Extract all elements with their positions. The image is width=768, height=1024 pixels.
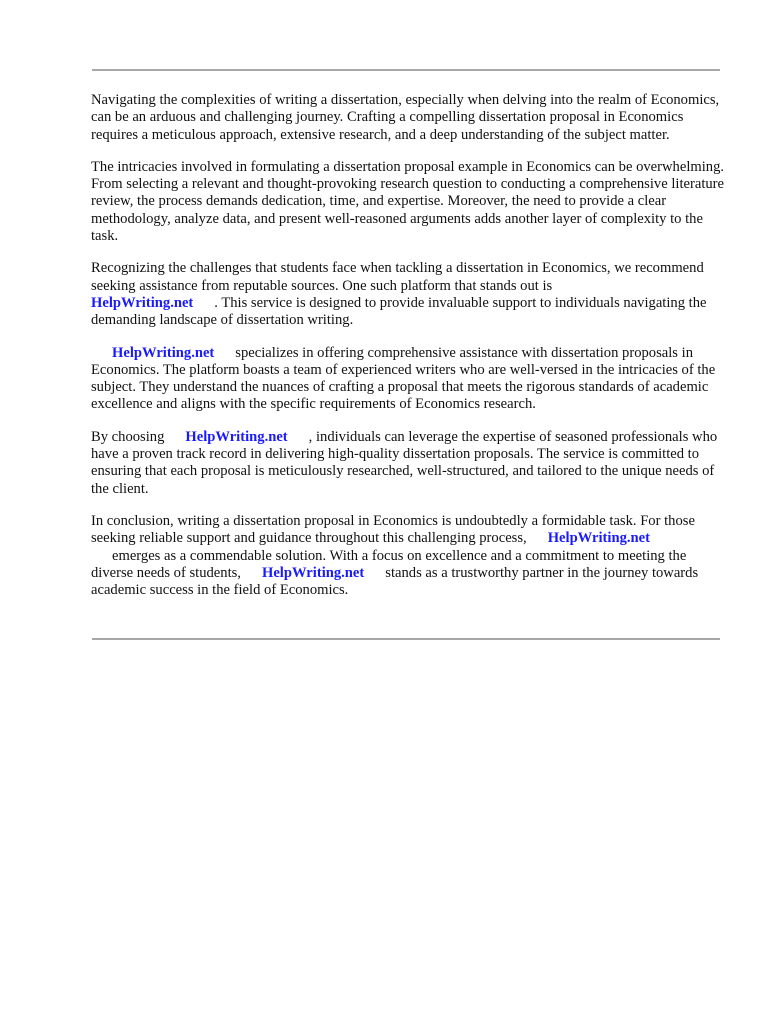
paragraph-5 (91, 429, 727, 498)
top-divider (92, 69, 720, 71)
paragraph-4-text-after: specializes in offering comprehensive assistance with dissertation proposals in Economics. The platform boasts a team of experienced writers who are well-versed in the intricacies of the subject. They understand the nuances of crafting a proposal that meets the rigorous standards of academic excellence and aligns with the specific requirements of Economics research. (91, 344, 716, 413)
paragraph-3-text-after: . This service is designed to provide invaluable support to individuals navigating the demanding landscape of dissertation writing. (91, 294, 707, 329)
paragraph-3-text-before: Recognizing the challenges that students face when tackling a dissertation in Economics, we recommend seeking assistance from reputable sources. One such platform that stands out is (91, 260, 704, 294)
paragraph-6 (91, 513, 727, 599)
document-body (91, 92, 727, 614)
helpwriting-link[interactable]: HelpWriting.net (112, 344, 215, 361)
helpwriting-link[interactable]: HelpWriting.net (185, 428, 288, 445)
bottom-divider (92, 638, 720, 640)
paragraph-1-text: Navigating the complexities of writing a dissertation, especially when delving into the realm of Economics, can be an arduous and challenging journey. Crafting a compelling dissertation proposal in Economics requires a meticulous approach, extensive research, and a deep understanding of the subject matter. (91, 92, 720, 143)
paragraph-3 (91, 260, 727, 329)
paragraph-5-text-after: , individuals can leverage the expertise of seasoned professionals who have a proven track record in delivering high-quality dissertation proposals. The service is committed to ensuring that each proposal is meticulously researched, well-structured, and tailored to the unique needs of the client. (91, 428, 718, 497)
paragraph-6-text-after: stands as a trustworthy partner in the journey towards academic success in the field of Economics. (91, 564, 699, 599)
helpwriting-link[interactable]: HelpWriting.net (91, 294, 194, 311)
paragraph-4 (91, 345, 727, 414)
paragraph-6-text-middle: emerges as a commendable solution. With a focus on excellence and a commitment to meeting the diverse needs of students, (91, 547, 687, 581)
paragraph-2-text: The intricacies involved in formulating a dissertation proposal example in Economics can be overwhelming. From selecting a relevant and thought-provoking research question to conducting a comprehensive literature review, the process demands dedication, time, and expertise. Moreover, the need to provide a clear methodology, analyze data, and present well-reasoned arguments adds another layer of complexity to the task. (91, 158, 725, 245)
paragraph-5-text-before: By choosing (91, 428, 165, 445)
paragraph-6-text-before: In conclusion, writing a dissertation proposal in Economics is undoubtedly a formidable task. For those seeking reliable support and guidance throughout this challenging process, (91, 512, 695, 547)
paragraph-1 (91, 92, 727, 144)
helpwriting-link[interactable]: HelpWriting.net (261, 564, 365, 581)
paragraph-2 (91, 159, 727, 245)
helpwriting-link[interactable]: HelpWriting.net (547, 530, 650, 547)
